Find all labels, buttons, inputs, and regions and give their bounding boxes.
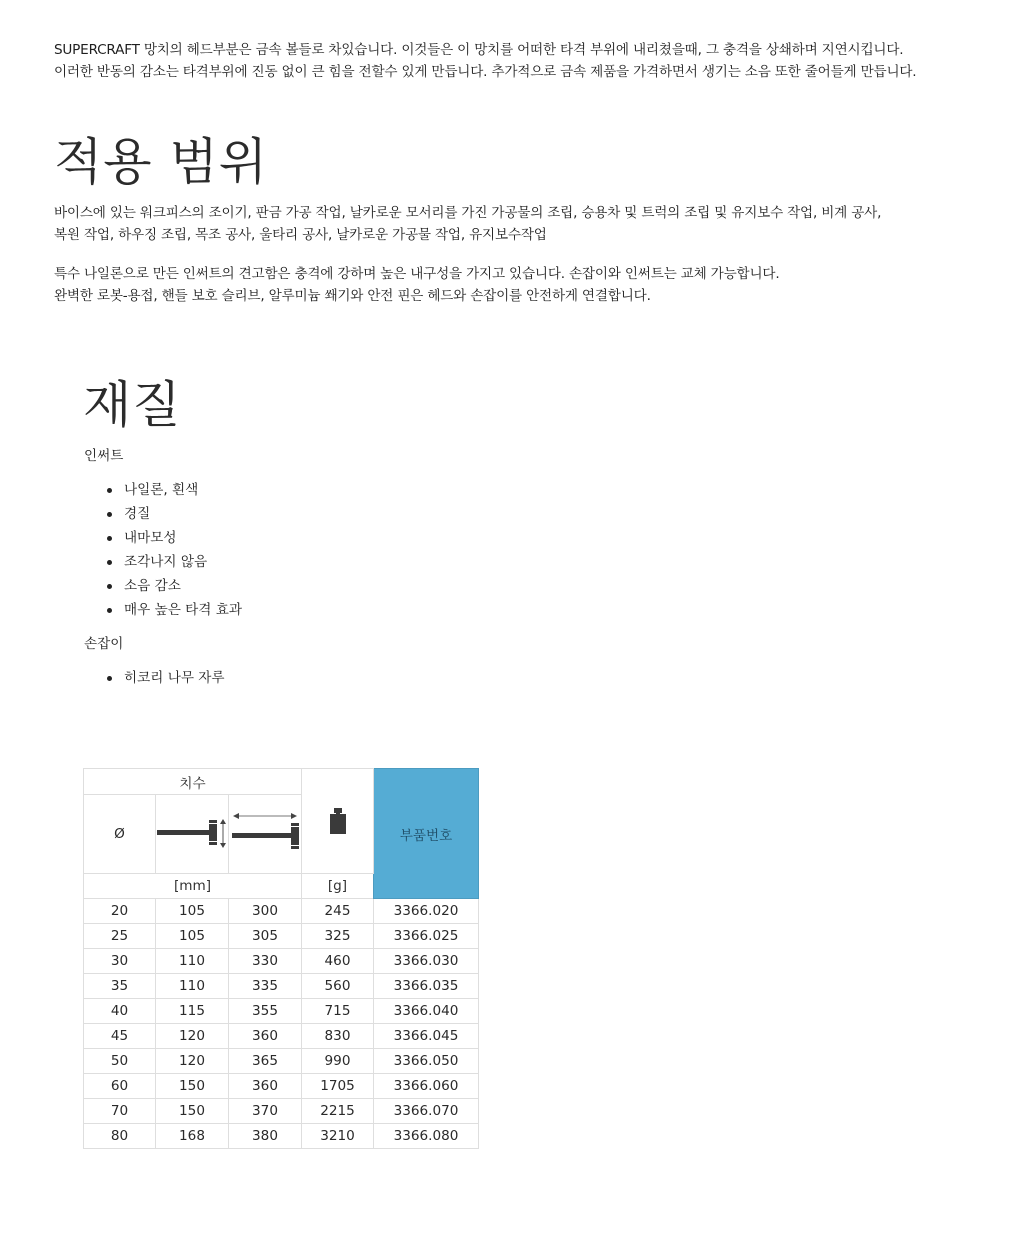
- diameter-cell: 20: [84, 899, 156, 924]
- list-item: 조각나지 않음: [124, 550, 242, 574]
- intro-line-2: 이러한 반동의 감소는 타격부위에 진동 없이 큰 힘을 전할수 있게 만듭니다. 추가적으로 금속 제품을 가격하면서 생기는 소음 또한 줄어들게 만듭니다.: [54, 64, 917, 80]
- head-width-cell: 110: [156, 949, 229, 974]
- weight-cell: 245: [302, 899, 374, 924]
- length-cell: 330: [229, 949, 302, 974]
- head-width-cell: 120: [156, 1024, 229, 1049]
- table-row: [84, 999, 479, 1024]
- dimensions-header: 치수: [84, 769, 302, 795]
- length-cell: 360: [229, 1024, 302, 1049]
- intro-line-1: SUPERCRAFT 망치의 헤드부분은 금속 볼들로 차있습니다. 이것들은 이 망치를 어떠한 타격 부위에 내리쳤을때, 그 충격을 상쇄하며 지연시킵니다.: [54, 42, 904, 58]
- spec-table: [83, 768, 479, 1149]
- head-width-cell: 150: [156, 1099, 229, 1124]
- diameter-cell: 50: [84, 1049, 156, 1074]
- diameter-cell: 40: [84, 999, 156, 1024]
- handle-label: 손잡이: [84, 636, 124, 652]
- part-number-cell: 3366.035: [374, 974, 479, 999]
- part-number-cell: 3366.040: [374, 999, 479, 1024]
- part-number-cell: 3366.030: [374, 949, 479, 974]
- head-width-cell: 115: [156, 999, 229, 1024]
- scope-title: 적용 범위: [54, 133, 269, 191]
- weight-cell: 1705: [302, 1074, 374, 1099]
- length-cell: 365: [229, 1049, 302, 1074]
- weight-cell: 830: [302, 1024, 374, 1049]
- diameter-header: Ø: [84, 795, 156, 874]
- scope-extra-line-1: 특수 나일론으로 만든 인써트의 견고함은 충격에 강하며 높은 내구성을 가지고 있습니다. 손잡이와 인써트는 교체 가능합니다.: [54, 266, 780, 282]
- scope-line-1: 바이스에 있는 워크피스의 조이기, 판금 가공 작업, 날카로운 모서리를 가진 가공물의 조립, 승용차 및 트럭의 조립 및 유지보수 작업, 비계 공사,: [54, 205, 882, 221]
- diameter-cell: 25: [84, 924, 156, 949]
- length-cell: 335: [229, 974, 302, 999]
- head-width-icon: [156, 814, 228, 854]
- unit-mm: [mm]: [84, 874, 302, 899]
- weight-cell: 990: [302, 1049, 374, 1074]
- handle-length-header-cell: [229, 795, 302, 874]
- diameter-cell: 30: [84, 949, 156, 974]
- insert-label: 인써트: [84, 448, 124, 464]
- weight-cell: 560: [302, 974, 374, 999]
- diameter-cell: 60: [84, 1074, 156, 1099]
- list-item: 히코리 나무 자루: [124, 666, 225, 690]
- head-width-header-cell: [156, 795, 229, 874]
- part-number-cell: 3366.080: [374, 1124, 479, 1149]
- table-row: [84, 974, 479, 999]
- handle-length-icon: [229, 812, 301, 856]
- head-width-cell: 110: [156, 974, 229, 999]
- unit-g: [g]: [302, 874, 374, 899]
- part-number-cell: 3366.045: [374, 1024, 479, 1049]
- table-row: [84, 1049, 479, 1074]
- weight-cell: 460: [302, 949, 374, 974]
- list-item: 경질: [124, 502, 242, 526]
- table-row: [84, 1024, 479, 1049]
- table-row: [84, 1099, 479, 1124]
- part-number-cell: 3366.060: [374, 1074, 479, 1099]
- table-row: [84, 899, 479, 924]
- part-number-cell: 3366.020: [374, 899, 479, 924]
- head-width-cell: 105: [156, 924, 229, 949]
- weight-header-cell: [302, 769, 374, 874]
- weight-cell: 325: [302, 924, 374, 949]
- insert-list: [84, 478, 242, 622]
- weight-cell: 2215: [302, 1099, 374, 1124]
- head-width-cell: 150: [156, 1074, 229, 1099]
- list-item: 나일론, 흰색: [124, 478, 242, 502]
- length-cell: 380: [229, 1124, 302, 1149]
- material-title: 재질: [83, 376, 182, 434]
- length-cell: 370: [229, 1099, 302, 1124]
- diameter-cell: 45: [84, 1024, 156, 1049]
- list-item: 내마모성: [124, 526, 242, 550]
- diameter-cell: 70: [84, 1099, 156, 1124]
- length-cell: 355: [229, 999, 302, 1024]
- head-width-cell: 120: [156, 1049, 229, 1074]
- handle-list: [84, 666, 225, 690]
- part-number-header: 부품번호: [374, 769, 479, 899]
- part-number-cell: 3366.050: [374, 1049, 479, 1074]
- weight-cell: 715: [302, 999, 374, 1024]
- scope-line-2: 복원 작업, 하우징 조립, 목조 공사, 울타리 공사, 날카로운 가공물 작업, 유지보수작업: [54, 227, 547, 243]
- list-item: 매우 높은 타격 효과: [124, 598, 242, 622]
- part-number-cell: 3366.070: [374, 1099, 479, 1124]
- length-cell: 300: [229, 899, 302, 924]
- weight-icon: [329, 808, 347, 834]
- head-width-cell: 105: [156, 899, 229, 924]
- head-width-cell: 168: [156, 1124, 229, 1149]
- table-row: [84, 949, 479, 974]
- diameter-cell: 80: [84, 1124, 156, 1149]
- table-row: [84, 1124, 479, 1149]
- list-item: 소음 감소: [124, 574, 242, 598]
- length-cell: 305: [229, 924, 302, 949]
- length-cell: 360: [229, 1074, 302, 1099]
- part-number-cell: 3366.025: [374, 924, 479, 949]
- weight-cell: 3210: [302, 1124, 374, 1149]
- table-row: [84, 924, 479, 949]
- diameter-cell: 35: [84, 974, 156, 999]
- table-row: [84, 1074, 479, 1099]
- scope-extra-line-2: 완벽한 로봇-용접, 핸들 보호 슬리브, 알루미늄 쐐기와 안전 핀은 헤드와 손잡이를 안전하게 연결합니다.: [54, 288, 651, 304]
